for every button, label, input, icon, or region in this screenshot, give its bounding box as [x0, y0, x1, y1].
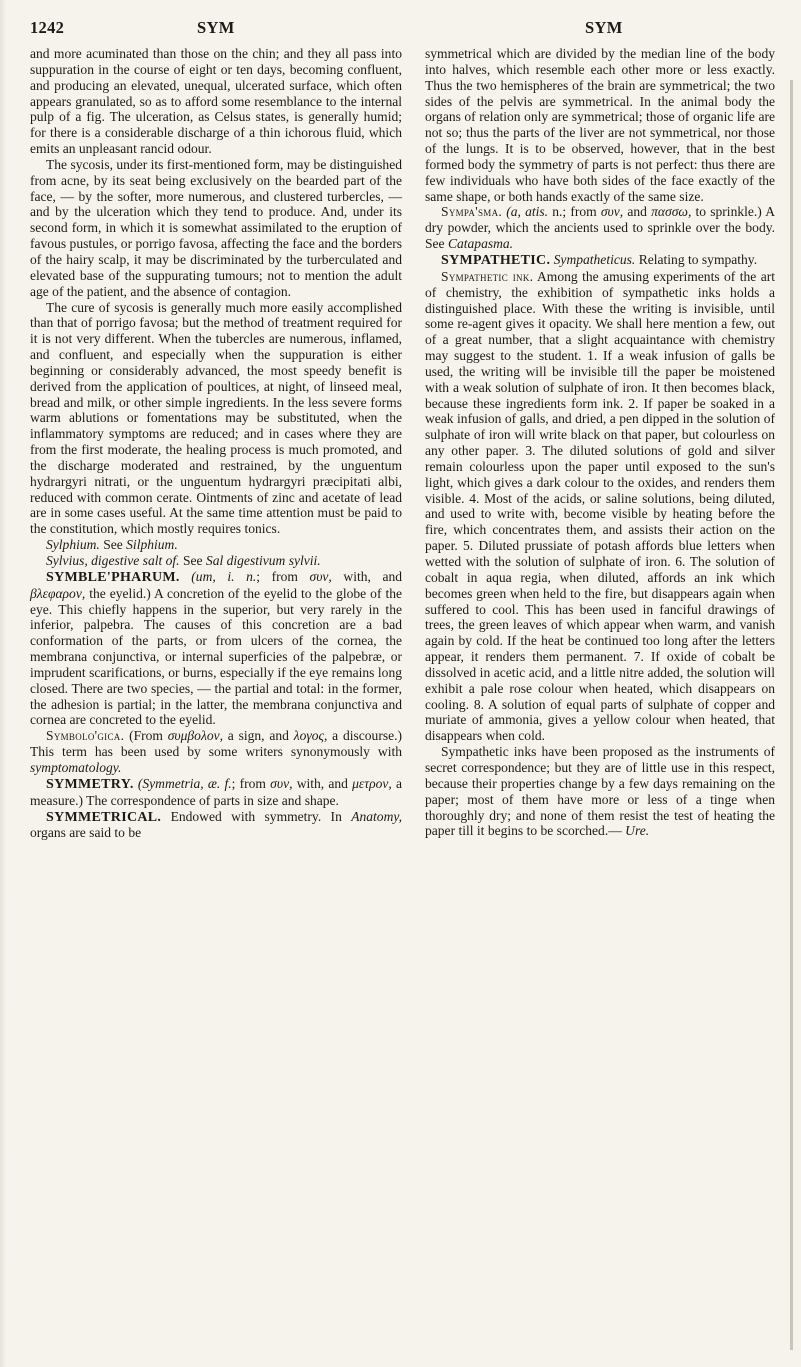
paragraph: symmetrical which are divided by the median line of the body into halves, which resemble each other more or less exactly. Thus the two hemispheres of the brain are symmetrical; the two sides of the pelvis are symmetrical. In the animal body the organs of relation only are symmetrical; those of organic life are not so; thus the parts of the liver are not symmetrical, nor those of the lungs. It is to be observed, however, that in the best formed body the symmetry of parts is not perfect: thus there are few individuals who have both sides of the face exactly of the same shape, or both hands exactly of the same size. [425, 46, 775, 204]
greek-word: βλεφαρον, [30, 585, 86, 601]
definition-text: a measure.) The correspondence of parts in size and shape. [30, 775, 403, 808]
entry-symbolologica [30, 728, 402, 776]
entry-headword: SYMMETRY. [46, 776, 134, 792]
etymology-text: and [627, 204, 647, 220]
entry-sylvius [30, 553, 402, 569]
entry-headword: SYMPATHETIC. [441, 252, 551, 268]
entry-symblepharum [30, 569, 402, 728]
paragraph [425, 744, 775, 839]
left-column [30, 46, 402, 841]
entry-headword: Sympathetic ink. [441, 268, 534, 284]
entry-headword: Sylphium. [46, 537, 100, 553]
definition-text: Relating to sympathy. [638, 251, 758, 267]
see-text: See [103, 537, 123, 553]
etymology-text: with, and [296, 775, 348, 791]
grammar-note: (Symmetria, æ. f. [137, 775, 232, 791]
etymology-text: n.; from [552, 204, 597, 220]
definition-text: to sprinkle.) A dry powder, which the ancients used to sprinkle over the body. See [425, 204, 776, 252]
latin-term: Sympatheticus. [553, 251, 636, 267]
page-edge [790, 80, 793, 1350]
entry-headword: Sylvius, digestive salt of. [46, 553, 180, 568]
greek-word: συν, [309, 568, 332, 584]
etymology-text: with, and [343, 568, 403, 584]
source-signature: Ure. [625, 823, 650, 839]
cross-reference: Silphium. [126, 537, 178, 553]
cross-reference: Catapasma. [447, 236, 514, 252]
paragraph: The cure of sycosis is generally much more easily accomplished than that of porrigo favosa; but the method of treatment required for it is not very different. When the tubercles are numerous, inflamed, and confluent, and especially when the suppuration is either beginning or considerably advanced, the most speedy benefit is derived from the application of poultices, at night, of linseed meal, bread and milk, or other simple ingredients. In the less severe forms warm ablutions or fomentations may be substituted, when the inflammatory symptoms are reduced; and in cases where they are from the first moderate, the healing process is much promoted, and the discharge moderated and restrained, by the unguentum hydrargyri nitrati, or the unguentum hydrargyri præcipitati albi, reduced with common cerate. Ointments of zinc and acetate of lead are in some cases useful. At the same time attention must be paid to the constitution, which mostly requires tonics. [30, 299, 402, 537]
definition-text: Endowed with symmetry. In [170, 808, 342, 824]
entry-symmetrical [30, 809, 402, 842]
see-text: See [182, 553, 203, 568]
entry-sympathetic [425, 252, 775, 269]
running-head-right: SYM [585, 18, 623, 37]
definition-text: organs are said to be [30, 825, 142, 841]
greek-word: συμβολον, [167, 728, 223, 744]
greek-word: πασσω, [651, 204, 692, 220]
right-column [425, 46, 775, 839]
etymology-text: (From [129, 728, 163, 744]
etymology-text: ; from [231, 775, 266, 791]
greek-word: συν, [600, 204, 624, 220]
cross-reference: symptomatology. [30, 759, 122, 775]
entry-sympathetic-ink [425, 269, 775, 744]
entry-headword: Symbolo'gica. [46, 728, 125, 744]
definition-text: the eyelid.) A concretion of the eyelid to the globe of the eye. This chiefly happens in the superior, but very rarely in the inferior, palpebra. The causes of this concretion are a bad conformation of the parts, or from ulcers of the cornea, the membrana conjunctiva, or internal superficies of the palpebræ, or imprudent scarifications, or burns, especially if the eye remains long closed. There are two species, — the partial and total: in the former, the adhesion is partial; in the latter, the membrana conjunctiva and cornea are concreted to the eyelid. [30, 585, 402, 728]
paragraph-text: Sympathetic inks have been proposed as the instruments of secret correspondence; but they are of little use in this respect, because their properties change by a few days remaining on the paper; most of them have more or less of a tinge when thoroughly dry; and none of them resist the test of heating the paper till it begins to be scorched.— [425, 744, 775, 839]
entry-headword: SYMBLE'PHARUM. [46, 569, 180, 585]
entry-sympasma [425, 204, 775, 252]
grammar-note: (a, atis. [506, 204, 549, 220]
definition-text: a discourse.) This term has been used by some writers synonymously with [30, 728, 403, 760]
etymology-text: a sign, and [227, 728, 289, 744]
grammar-note: (um, i. n. [191, 568, 257, 584]
italic-term: Anatomy, [351, 808, 403, 824]
greek-word: συν, [270, 775, 293, 791]
running-head-left: SYM [197, 18, 235, 37]
entry-headword: SYMMETRICAL. [46, 809, 162, 825]
page-number: 1242 [30, 18, 65, 37]
paragraph: The sycosis, under its first-mentioned form, may be distinguished from acne, by its seat being exclusively on the bearded part of the face, — by the softer, more numerous, and clustered turbercles, — and by the ulceration which they tend to produce. And, under its second form, in which it is somewhat assimilated to the eruption of favous pustules, or porrigo favosa, affecting the face and the borders of the hairy scalp, it may be discriminated by the turberculated and elevated base of the suppurating tumours; not to mention the adult age of the patient, and the absence of contagion. [30, 156, 402, 299]
paragraph: and more acuminated than those on the chin; and they all pass into suppuration in the course of eight or ten days, becoming confluent, and producing an elevated, unequal, ulcerated surface, which often appears granulated, so as to afford some resemblance to the internal pulp of a fig. The ulceration, as Celsus states, is generally humid; for there is a considerable discharge of a thin ichorous fluid, which emits an unpleasant rancid odour. [30, 46, 402, 157]
page-gutter-shadow [0, 0, 6, 1367]
greek-word: λογος, [293, 728, 328, 744]
entry-sylphium [30, 537, 402, 553]
cross-reference: Sal digestivum sylvii. [205, 553, 321, 568]
entry-headword: Sympa'sma. [441, 204, 503, 220]
definition-text: Among the amusing experiments of the art of chemistry, the exhibition of sympathetic inks holds a distinguished place. With these the writing is invisible, until some re-agent gives it opacity. We shall here mention a few, out of a great number, that a slight acquaintance with chemistry may suggest to the student. 1. If a weak infusion of galls be used, the writing will be invisible till the paper be moistened with a weak solution of sulphate of iron. It then becomes black, because these ingredients form ink. 2. If paper be soaked in a weak infusion of galls, and dried, a pen dipped in the solution of sulphate of iron will write black on that paper, but colourless on any other paper. 3. The diluted solutions of gold and silver remain colourless upon the paper until exposed to the sun's light, which gives a dark colour to the oxides, and renders them visible. 4. Most of the acids, or saline solutions, being diluted, and used to write with, become visible by heating before the fire, which concentrates them, and assists their action on the paper. 5. Diluted prussiate of potash affords blue letters when wetted with the solution of sulphate of iron. 6. The solution of cobalt in aqua regia, when diluted, affords an ink which becomes green when held to the fire, but disappears again when suffered to cool. This has been used in fanciful drawings of trees, the green leaves of which appear when warm, and vanish again by cold. If the heat be continued too long after the letters appear, it renders them permanent. 7. If oxide of cobalt be dissolved in acetic acid, and a little nitre added, the solution will exhibit a pale rose colour when heated, which disappears on cooling. 8. A solution of equal parts of sulphate of copper and muriate of ammonia, gives a yellow colour when heated, that disappears when cold. [425, 268, 776, 744]
greek-word: μετρον, [352, 775, 392, 791]
etymology-text: ; from [256, 568, 298, 584]
entry-symmetry [30, 776, 402, 809]
